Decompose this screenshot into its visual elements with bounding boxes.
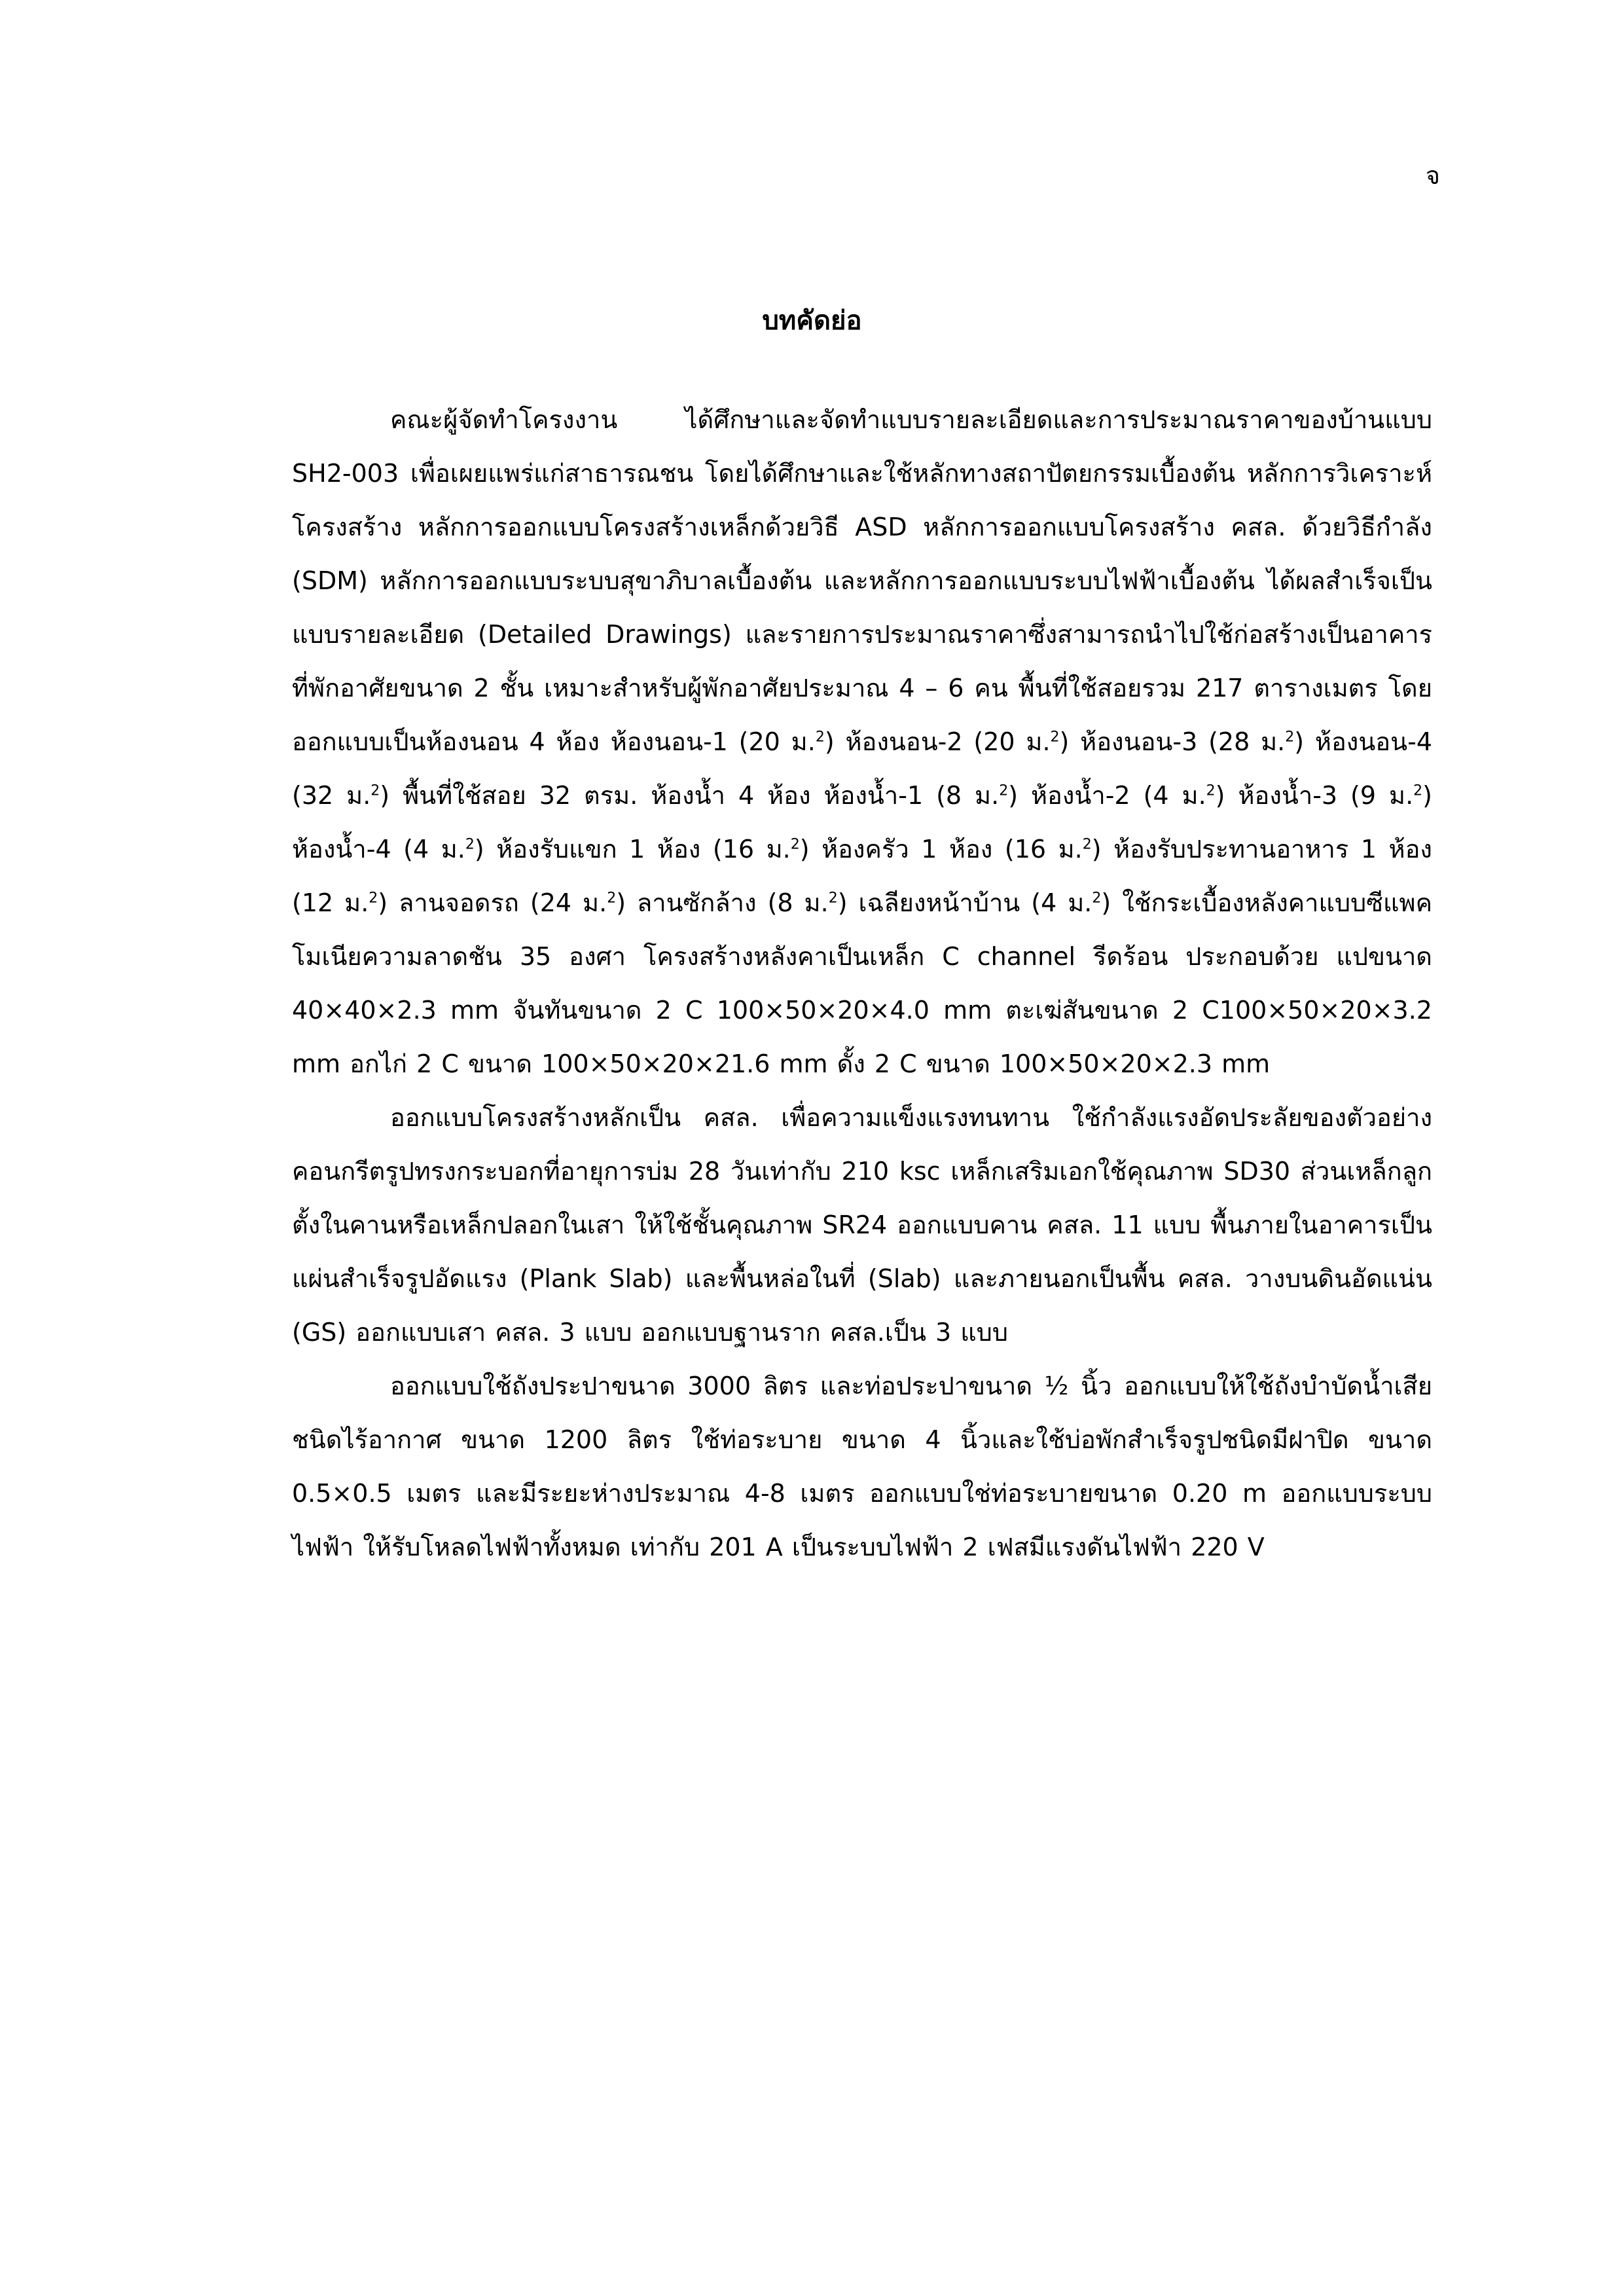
superscript-2: 2 <box>815 729 825 746</box>
para1-segment: ) ห้องรับประทานอาหาร 1 ห้อง (12 ม. <box>292 835 1432 917</box>
para1-segment: ) ห้องน้ำ-2 (4 ม. <box>1008 781 1206 810</box>
superscript-2: 2 <box>370 782 380 799</box>
superscript-2: 2 <box>1285 729 1295 746</box>
para1-segment: ) ห้องนอน-4 (32 ม. <box>292 727 1432 810</box>
para1-tail: ) ใช้กระเบื้องหลังคาแบบซีแพคโมเนียความลาดชัน 35 องศา โครงสร้างหลังคาเป็นเหล็ก C channel รีดร้อน ประกอบด้วย แปขนาด 40×40×2.3 mm จันทันขนาด 2 C 100×50×20×4.0 mm ตะเฆ่สันขนาด 2 C100×50×20×3.2 mm อกไก่ 2 C ขนาด 100×50×20×21.6 mm ดั้ง 2 C ขนาด 100×50×20×2.3 mm <box>292 888 1432 1078</box>
abstract-title: บทคัดย่อ <box>762 306 862 336</box>
superscript-2: 2 <box>828 890 838 907</box>
abstract-paragraph-2: ออกแบบโครงสร้างหลักเป็น คสล. เพื่อความแข็งแรงทนทาน ใช้กำลังแรงอัดประลัยของตัวอย่างคอนกรีตรูปทรงกระบอกที่อายุการบ่ม 28 วันเท่ากับ 210 ksc เหล็กเสริมเอกใช้คุณภาพ SD30 ส่วนเหล็กลูกตั้งในคานหรือเหล็กปลอกในเสา ให้ใช้ชั้นคุณภาพ SR24 ออกแบบคาน คสล. 11 แบบ พื้นภายในอาคารเป็นแผ่นสำเร็จรูปอัดแรง (Plank Slab) และพื้นหล่อในที่ (Slab) และภายนอกเป็นพื้น คสล. วางบนดินอัดแน่น (GS) ออกแบบเสา คสล. 3 แบบ ออกแบบฐานราก คสล.เป็น 3 แบบ <box>292 1103 1432 1347</box>
para1-segment: ) ห้องครัว 1 ห้อง (16 ม. <box>799 835 1083 864</box>
para1-segment: ) เฉลียงหน้าบ้าน (4 ม. <box>837 888 1092 917</box>
para1-segment: ) ลานจอดรถ (24 ม. <box>378 888 607 917</box>
para1-segment: ) พื้นที่ใช้สอย 32 ตรม. ห้องน้ำ 4 ห้อง ห้องน้ำ-1 (8 ม. <box>380 781 1000 810</box>
para1-segment: ) ห้องน้ำ-4 (4 ม. <box>292 781 1432 864</box>
abstract-paragraph-3: ออกแบบใช้ถังประปาขนาด 3000 ลิตร และท่อประปาขนาด ½ นิ้ว ออกแบบให้ใช้ถังบำบัดน้ำเสียชนิดไร้อากาศ ขนาด 1200 ลิตร ใช้ท่อระบาย ขนาด 4 นิ้วและใช้บ่อพักสำเร็จรูปชนิดมีฝาปิด ขนาด 0.5×0.5 เมตร และมีระยะห่างประมาณ 4-8 เมตร ออกแบบใช่ท่อระบายขนาด 0.20 m ออกแบบระบบไฟฟ้า ให้รับโหลดไฟฟ้าทั้งหมด เท่ากับ 201 A เป็นระบบไฟฟ้า 2 เฟสมีแรงดันไฟฟ้า 220 V <box>292 1372 1432 1561</box>
superscript-2: 2 <box>607 890 617 907</box>
superscript-2: 2 <box>369 890 378 907</box>
para1-segment: ) ห้องรับแขก 1 ห้อง (16 ม. <box>474 835 791 864</box>
superscript-2: 2 <box>1082 836 1092 853</box>
page-number: จ <box>1425 161 1440 190</box>
superscript-2: 2 <box>1092 890 1102 907</box>
abstract-body <box>292 393 1432 1574</box>
para1-segment: ) ห้องนอน-2 (20 ม. <box>824 727 1051 756</box>
superscript-2: 2 <box>1206 782 1216 799</box>
para1-segment: ) ลานซักล้าง (8 ม. <box>616 888 829 917</box>
para1-segment: ) ห้องน้ำ-3 (9 ม. <box>1215 781 1414 810</box>
superscript-2: 2 <box>999 782 1009 799</box>
para1-intro: คณะผู้จัดทำโครงงาน ได้ศึกษาและจัดทำแบบรายละเอียดและการประมาณราคาของบ้านแบบ SH2-003 เพื่อเผยแพร่แก่สาธารณชน โดยได้ศึกษาและใช้หลักทางสถาปัตยกรรมเบื้องต้น หลักการวิเคราะห์โครงสร้าง หลักการออกแบบโครงสร้างเหล็กด้วยวิธี ASD หลักการออกแบบโครงสร้าง คสล. ด้วยวิธีกำลัง (SDM) หลักการออกแบบระบบสุขาภิบาลเบื้องต้น และหลักการออกแบบระบบไฟฟ้าเบื้องต้น ได้ผลสำเร็จเป็นแบบรายละเอียด (Detailed Drawings) และรายการประมาณราคาซึ่งสามารถนำไปใช้ก่อสร้างเป็นอาคารที่พักอาศัยขนาด 2 ชั้น เหมาะสำหรับผู้พักอาศัยประมาณ 4 – 6 คน พื้นที่ใช้สอยรวม 217 ตารางเมตร โดยออกแบบเป็นห้องนอน 4 ห้อง ห้องนอน-1 (20 ม. <box>292 405 1432 756</box>
superscript-2: 2 <box>790 836 800 853</box>
superscript-2: 2 <box>1413 782 1423 799</box>
abstract-paragraph-1 <box>292 393 1432 1091</box>
para1-segment: ) ห้องนอน-3 (28 ม. <box>1059 727 1286 756</box>
superscript-2: 2 <box>465 836 475 853</box>
superscript-2: 2 <box>1050 729 1060 746</box>
